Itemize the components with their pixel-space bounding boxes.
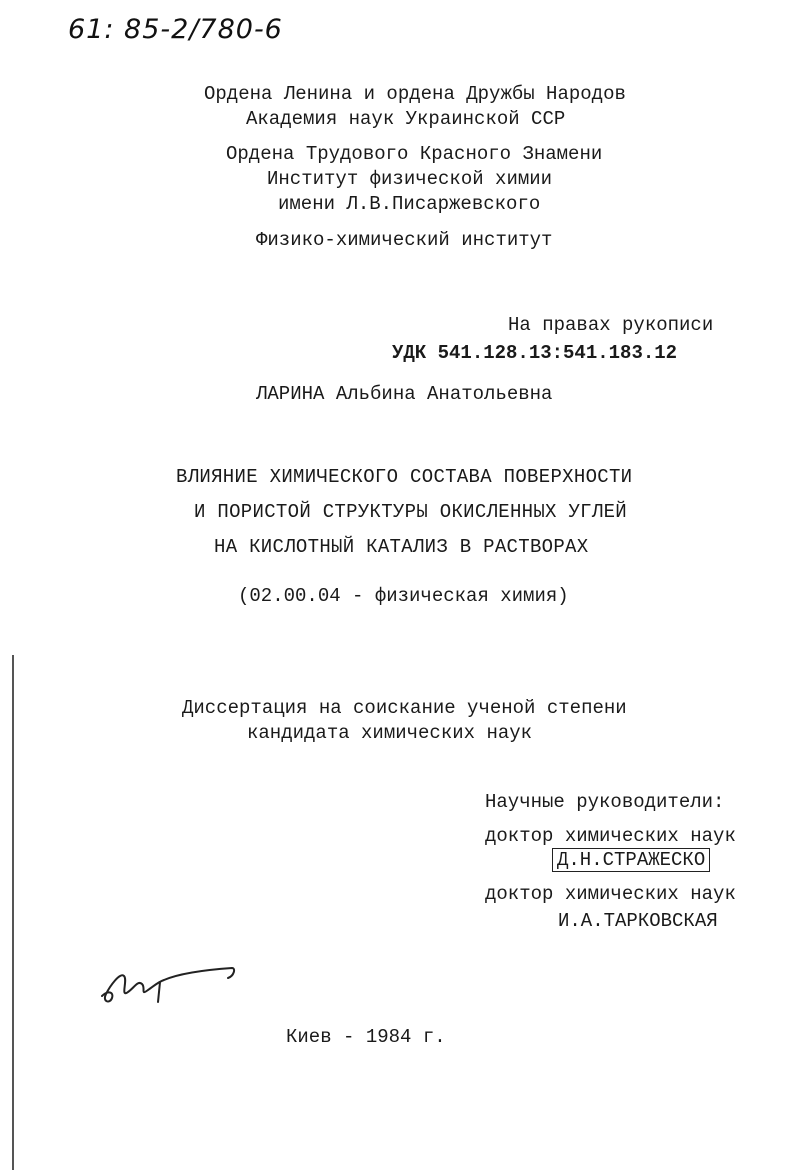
place-and-year: Киев - 1984 г.: [286, 1026, 446, 1048]
header-line-1: Ордена Ленина и ордена Дружбы Народов: [204, 83, 626, 105]
header-line-3: Ордена Трудового Красного Знамени: [226, 143, 603, 165]
manuscript-note: На правах рукописи: [508, 314, 714, 336]
title-line-1: ВЛИЯНИЕ ХИМИЧЕСКОГО СОСТАВА ПОВЕРХНОСТИ: [176, 466, 633, 488]
header-line-4: Институт физической химии: [267, 168, 553, 190]
header-line-2: Академия наук Украинской ССР: [246, 108, 566, 130]
supervisors-heading: Научные руководители:: [485, 791, 725, 813]
supervisor-1-degree: доктор химических наук: [485, 825, 736, 847]
title-line-3: НА КИСЛОТНЫЙ КАТАЛИЗ В РАСТВОРАХ: [214, 536, 589, 558]
signature-icon: [98, 958, 248, 1008]
udc-code: УДК 541.128.13:541.183.12: [392, 342, 678, 364]
supervisor-2-name: И.А.ТАРКОВСКАЯ: [558, 910, 718, 932]
supervisor-2-degree: доктор химических наук: [485, 883, 736, 905]
header-line-5: имени Л.В.Писаржевского: [278, 193, 541, 215]
page-edge-divider: [12, 655, 14, 1170]
specialty-code: (02.00.04 - физическая химия): [238, 585, 569, 607]
archive-handwritten-mark: 61: 85-2/780-6: [68, 14, 283, 45]
header-line-6: Физико-химический институт: [256, 229, 553, 251]
title-line-2: И ПОРИСТОЙ СТРУКТУРЫ ОКИСЛЕННЫХ УГЛЕЙ: [194, 501, 627, 523]
dissertation-line-1: Диссертация на соискание ученой степени: [182, 697, 627, 719]
supervisor-1-name: Д.Н.СТРАЖЕСКО: [552, 848, 710, 872]
dissertation-line-2: кандидата химических наук: [247, 722, 533, 744]
author-name: ЛАРИНА Альбина Анатольевна: [256, 383, 553, 405]
